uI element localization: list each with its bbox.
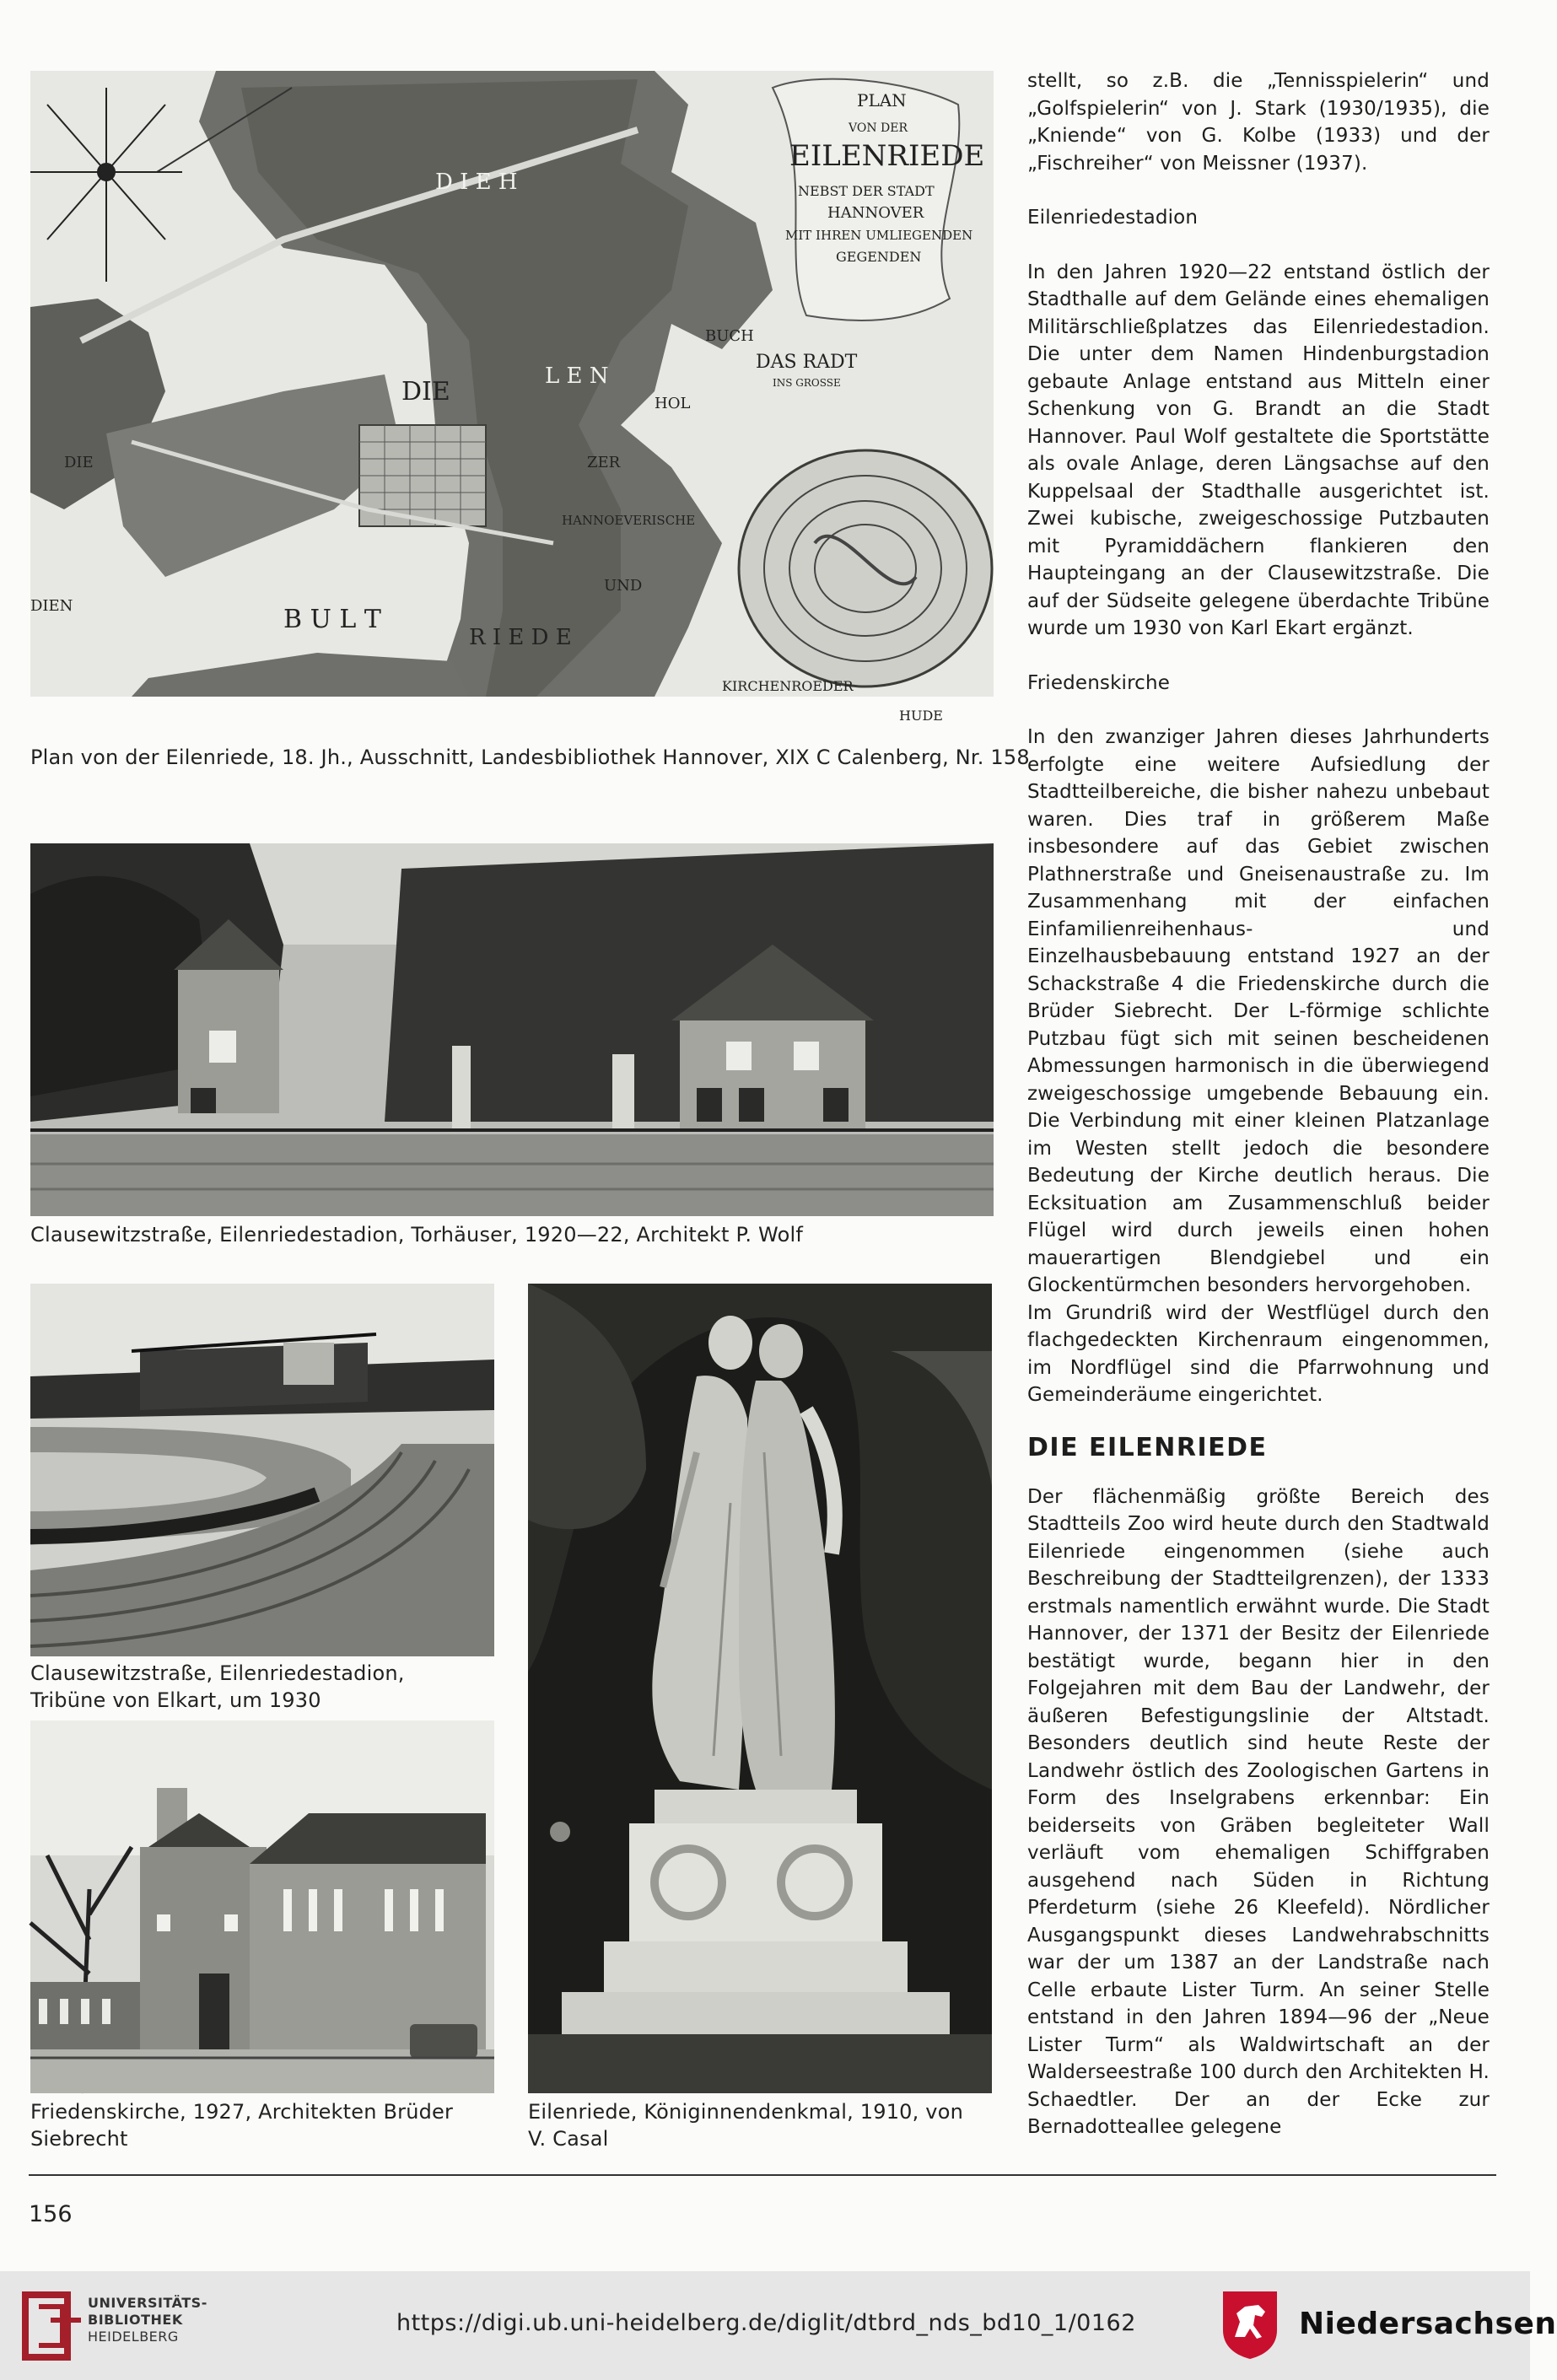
- map-label-zer: ZER: [587, 454, 621, 471]
- intro-paragraph: stellt, so z.B. die „Tennisspielerin“ und „Golfspielerin“ von J. Stark (1930/1935), die „Kniende“ von G. Kolbe (1933) und der „Fischreiher“ von Meissner (1937).: [1027, 70, 1490, 175]
- torhaeuser-photo: [30, 843, 994, 1216]
- map-label-das-radt: DAS RADT: [756, 352, 858, 373]
- torhaeuser-caption: Clausewitzstraße, Eilenriedestadion, Torhäuser, 1920—22, Architekt P. Wolf: [30, 1223, 803, 1247]
- map-label-hol: HOL: [655, 395, 691, 412]
- map-label-eilenriede: EILENRIEDE: [789, 139, 985, 173]
- uni-line-2: BIBLIOTHEK: [88, 2312, 183, 2328]
- denkmal-photo: [528, 1284, 992, 2093]
- uni-line-3: HEIDELBERG: [88, 2329, 179, 2345]
- niedersachsen-horse-icon: [1220, 2288, 1280, 2361]
- map-label-mit: MIT IHREN UMLIEGENDEN: [785, 228, 973, 243]
- eilenriedestadion-paragraph: In den Jahren 1920—22 entstand östlich der Stadthalle auf dem Gelände eines ehemaligen Militärschließplatzes das Eilenriedestadion. Die unter dem Namen Hindenburgstadion gebaute Anlage entstand aus Mitteln einer Schenkung von G. Brandt an die Stadt Hannover. Paul Wolf gestaltete die Sportstätte als ovale Anlage, deren Längsachse auf den Kuppelsaal der Stadthalle ausgerichtet ist. Zwei kubische, zweigeschossige Putzbauten mit Pyramiddächern flankieren den Haupteingang an der Clausewitzstraße. Die auf der Südseite gelegene überdachte Tribüne wurde um 1930 von Karl Ekart ergänzt.: [1027, 261, 1490, 639]
- map-label-hude: HUDE: [899, 708, 943, 724]
- map-label-buch: BUCH: [705, 327, 754, 345]
- map-caption: Plan von der Eilenriede, 18. Jh., Ausschnitt, Landesbibliothek Hannover, XIX C Calenberg, Nr. 158: [30, 746, 1030, 769]
- map-label-von-der: VON DER: [849, 121, 908, 135]
- friedenskirche-caption-line2: Siebrecht: [30, 2127, 128, 2151]
- map-label-hannover: HANNOVER: [827, 204, 924, 222]
- friedenskirche-paragraph-2: Im Grundriß wird der Westflügel durch den flachgedeckten Kirchenraum eingenommen, im Nordflügel sind die Pfarrwohnung und Gemeinderäume eingerichtet.: [1027, 1301, 1490, 1406]
- friedenskirche-heading: Friedenskirche: [1027, 671, 1170, 694]
- map-label-die: DIE: [401, 377, 450, 407]
- friedenskirche-paragraph-1: In den zwanziger Jahren dieses Jahrhunderts erfolgte eine weitere Aufsiedlung der Stadtteilbereiche, die bisher nahezu unbebaut waren. Dies traf in größerem Maße insbesondere auf das Gebiet zwischen Plathnerstraße und Gneisenaustraße zu. Im Zusammenhang mit der einfachen Einfamilienreihenhaus- und Einzelhausbebauung entstand 1927 an der Schackstraße 4 die Friedenskirche durch die Brüder Siebrecht. Der L-förmige schlichte Putzbau fügt sich mit seinen bescheidenen Abmessungen harmonisch in die überwiegend zweigeschossige umgebende Bebauung ein. Die Verbindung mit einer kleinen Platzanlage im Westen stellt jedoch die besondere Bedeutung der Kirche deutlich heraus. Die Ecksituation am Zusammenschluß beider Flügel wird durch jeweils einen hohen mauerartigen Blendgiebel und ein Glockentürmchen besonders hervorgehoben.: [1027, 726, 1490, 1296]
- tribuene-caption-line1: Clausewitzstraße, Eilenriedestadion,: [30, 1661, 405, 1685]
- map-label-riede: R I E D E: [469, 625, 572, 650]
- tribuene-photo: [30, 1284, 494, 1656]
- footer-bar: [0, 2271, 1557, 2380]
- tribuene-caption-line2: Tribüne von Elkart, um 1930: [30, 1688, 321, 1712]
- page-number: 156: [29, 2201, 73, 2227]
- denkmal-caption-line1: Eilenriede, Königinnendenkmal, 1910, von: [528, 2100, 963, 2124]
- permalink-url[interactable]: https://digi.ub.uni-heidelberg.de/diglit/dtbrd_nds_bd10_1/0162: [396, 2310, 1136, 2336]
- map-image: [30, 71, 994, 724]
- map-label-hannoeverische: HANNOEVERISCHE: [562, 513, 696, 528]
- map-label-die-left: DIE: [64, 454, 94, 471]
- map-label-ins-grosse: INS GROSSE: [773, 377, 841, 389]
- friedenskirche-photo: [30, 1720, 494, 2093]
- denkmal-caption-line2: V. Casal: [528, 2127, 609, 2151]
- eilenriedestadion-heading: Eilenriedestadion: [1027, 207, 1199, 229]
- heidelberg-logo-icon: [22, 2290, 89, 2362]
- page-rule: [29, 2174, 1496, 2176]
- map-label-dien: DIEN: [30, 597, 73, 615]
- uni-line-1: UNIVERSITÄTS-: [88, 2295, 207, 2311]
- map-label-bult: B U L T: [283, 605, 381, 634]
- map-label-nebst: NEBST DER STADT: [798, 183, 935, 199]
- map-label-und: UND: [604, 577, 643, 595]
- section-heading: DIE EILENRIEDE: [1027, 1432, 1268, 1462]
- eilenriede-paragraph: Der flächenmäßig größte Bereich des Stadtteils Zoo wird heute durch den Stadtwald Eilenriede eingenommen (siehe auch Beschreibung der Stadtteilgrenzen), der 1333 erstmals namentlich erwähnt wurde. Die Stadt Hannover, der 1371 der Besitz der Eilenriede bestätigt wurde, begann hier in den Folgejahren mit dem Bau der Landwehr, der äußeren Befestigungslinie der Altstadt. Besonders deutlich sind heute Reste der Landwehr östlich des Zoologischen Gartens in Form des Inselgrabens erkennbar: Ein beiderseits von Gräben begleiteter Wall verläuft vom ehemaligen Schiffgraben ausgehend nach Süden in Richtung Pferdeturm (siehe 26 Kleefeld). Nördlicher Ausgangspunkt dieses Landwehrabschnitts war der um 1387 an der Landstraße nach Celle erbaute Lister Turm. An seiner Stelle entstand in den Jahren 1894—96 der „Neue Lister Turm“ als Waldwirtschaft an der Walderseestraße 100 durch den Architekten H. Schaedtler. Der an der Ecke zur Bernadotteallee gelegene: [1027, 1485, 1490, 2138]
- map-label-kirchenroeder: KIRCHENROEDER: [722, 678, 854, 694]
- niedersachsen-label: Niedersachsen: [1299, 2307, 1557, 2341]
- map-label-plan: PLAN: [857, 90, 907, 110]
- text-column: [1027, 67, 1490, 2141]
- map-label-dieh: D I E H: [435, 170, 518, 195]
- heidelberg-library-name: [88, 2295, 207, 2345]
- map-label-gegenden: GEGENDEN: [836, 249, 922, 265]
- friedenskirche-caption-line1: Friedenskirche, 1927, Architekten Brüder: [30, 2100, 454, 2124]
- map-label-len: L E N: [545, 363, 609, 389]
